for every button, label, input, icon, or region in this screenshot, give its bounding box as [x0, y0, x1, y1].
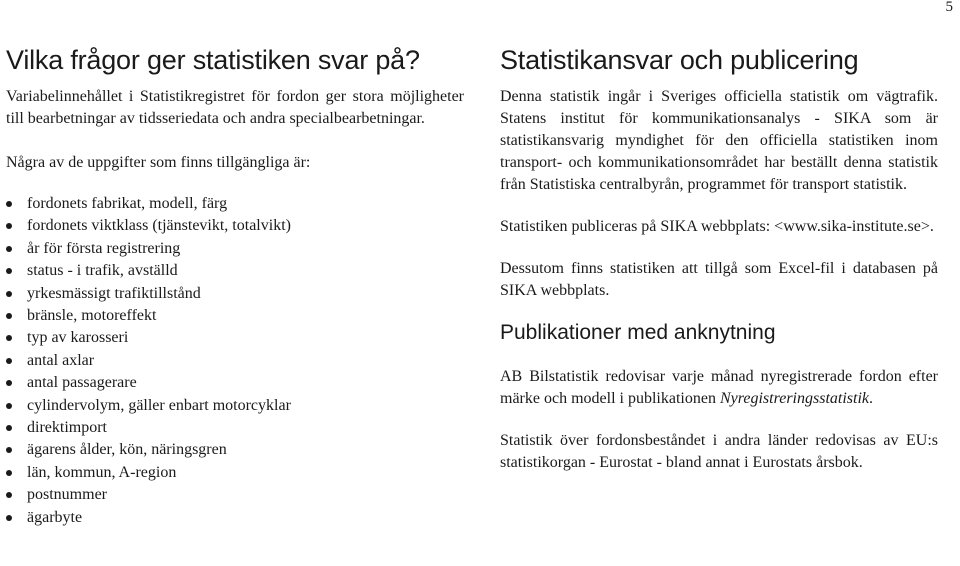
list-item-text: fordonets fabrikat, modell, färg	[27, 195, 228, 212]
bullet-icon	[6, 223, 12, 229]
list-item-text: ägarens ålder, kön, näringsgren	[27, 441, 227, 459]
list-item-text: direktimport	[27, 419, 107, 437]
list-item	[6, 462, 464, 484]
list-item	[6, 193, 464, 215]
bullet-icon	[6, 358, 12, 364]
right-paragraph-1: Denna statistik ingår i Sveriges officiella statistik om vägtrafik. Statens institut för kommunikationsanalys - SIKA som är statistikansvarig myndighet för den officiella statistiken inom transport- och kommunikationsområdet har beställt denna statistik från Statistiska centralbyrån, programmet för transport statistik.	[500, 88, 938, 193]
list-item-text: yrkesmässigt trafiktillstånd	[27, 284, 201, 302]
right-paragraph-4	[500, 366, 938, 410]
bullet-icon	[6, 246, 12, 252]
publication-title: Nyregistreringsstatistik	[719, 390, 869, 407]
bullet-icon	[6, 201, 12, 207]
list-item	[6, 507, 464, 529]
list-item-text: status - i trafik, avställd	[27, 262, 178, 280]
bullet-icon	[6, 470, 12, 476]
list-item-text: år för första registrering	[27, 239, 181, 257]
list-item	[6, 484, 464, 506]
list-item	[6, 215, 464, 237]
list-item-text: antal axlar	[27, 351, 95, 369]
right-paragraph-2: Statistiken publiceras på SIKA webbplats: <www.sika-institute.se>.	[500, 218, 934, 235]
left-column	[6, 44, 464, 529]
publications-subheading: Publikationer med anknytning	[500, 321, 776, 344]
list-item-text: antal passagerare	[27, 374, 137, 392]
bullet-icon	[6, 268, 12, 274]
left-heading: Vilka frågor ger statistiken svar på?	[6, 45, 420, 75]
bullet-icon	[6, 335, 12, 341]
right-heading: Statistikansvar och publicering	[500, 45, 859, 75]
left-paragraph-2: Några av de uppgifter som finns tillgängliga är:	[6, 154, 311, 171]
bullet-icon	[6, 291, 12, 297]
paragraph-4-end: .	[869, 390, 873, 407]
list-item	[6, 372, 464, 394]
page-number: 5	[945, 0, 953, 15]
list-item	[6, 260, 464, 282]
list-item-text: ägarbyte	[27, 508, 83, 526]
list-item-text: bränsle, motoreffekt	[27, 307, 157, 325]
bullet-icon	[6, 425, 12, 431]
list-item	[6, 283, 464, 305]
list-item-text: län, kommun, A-region	[27, 463, 177, 481]
bullet-icon	[6, 492, 12, 498]
list-item	[6, 327, 464, 349]
left-paragraph-1: Variabelinnehållet i Statistikregistret för fordon ger stora möjligheter till bearbetningar av tidsseriedata och andra specialbearbetningar.	[6, 88, 464, 127]
right-paragraph-5: Statistik över fordonsbeståndet i andra länder redovisas av EU:s statistikorgan - Eurostat - bland annat i Eurostats årsbok.	[500, 432, 938, 471]
bullet-icon	[6, 313, 12, 319]
list-item-text: postnummer	[27, 486, 107, 504]
paragraph-4-text: AB Bilstatistik redovisar varje månad nyregistrerade fordon efter märke och modell i publikationen	[500, 368, 938, 407]
bullet-icon	[6, 447, 12, 453]
list-item	[6, 305, 464, 327]
list-item-text: fordonets viktklass (tjänstevikt, totalvikt)	[27, 217, 291, 235]
list-item	[6, 439, 464, 461]
list-item	[6, 238, 464, 260]
list-item	[6, 417, 464, 439]
right-column	[500, 44, 938, 474]
list-item	[6, 350, 464, 372]
bullet-icon	[6, 380, 12, 386]
right-paragraph-3: Dessutom finns statistiken att tillgå som Excel-fil i databasen på SIKA webbplats.	[500, 260, 938, 299]
bullet-icon	[6, 515, 12, 521]
list-item-text: typ av karosseri	[27, 329, 129, 347]
variable-list	[6, 193, 464, 529]
bullet-icon	[6, 403, 12, 409]
list-item	[6, 395, 464, 417]
list-item-text: cylindervolym, gäller enbart motorcyklar	[27, 396, 291, 414]
